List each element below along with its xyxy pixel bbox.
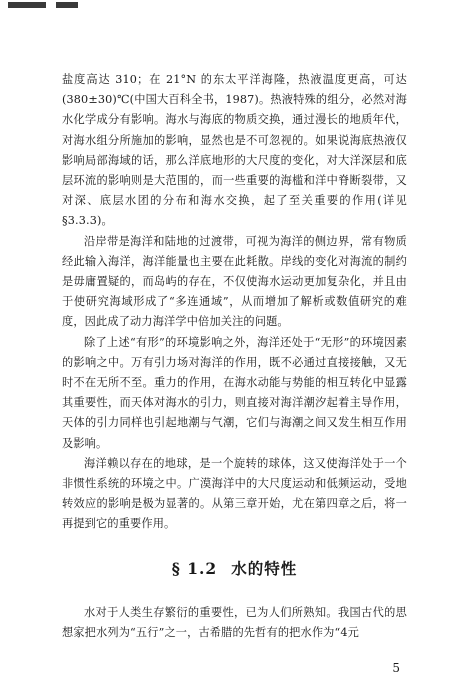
scan-artifact-left	[8, 2, 46, 8]
paragraph-1: 盐度高达 310；在 21°N 的东太平洋海隆，热液温度更高，可达(380±30)℃(中国大百科全书，1987)。热液特殊的组分，必然对海水化学成分有影响。海水与海底的物质交换，通过漫长的地质年代，对海水组分所施加的影响，显然也是不可忽视的。如果说海底热液仅影响局部海域的话，那么洋底地形的大尺度的变化，对大洋深层和底层环流的影响则是大范围的，而一些重要的海槛和洋中脊断裂带，又对深、底层水团的分布和海水交换，起了至关重要的作用(详见§3.3.3)。	[62, 73, 407, 228]
paragraph-5: 水对于人类生存繁衍的重要性，已为人们所熟知。我国古代的思想家把水列为“五行”之一，古希腊的先哲有的把水作为“4元	[62, 605, 407, 639]
page-body	[62, 70, 407, 643]
section-heading	[62, 535, 407, 603]
paragraph-3: 除了上述“有形”的环境影响之外，海洋还处于“无形”的环境因素的影响之中。万有引力场对海洋的作用，既不必通过直接接触，又无时不在无所不至。重力的作用，在海水动能与势能的相互转化中显露其重要性，而天体对海水的引力，则直接对海洋潮汐起着主导作用，天体的引力同样也引起地潮与气潮，它们与海潮之间又发生相互作用及影响。	[62, 335, 407, 450]
paragraph-4: 海洋赖以存在的地球，是一个旋转的球体，这又使海洋处于一个非惯性系统的环境之中。广漠海洋中的大尺度运动和低频运动，受地转效应的影响是极为显著的。从第三章开始，尤在第四章之后，将一再提到它的重要作用。	[62, 456, 407, 531]
section-title: 水的特性	[231, 558, 298, 578]
paragraph-2: 沿岸带是海洋和陆地的过渡带，可视为海洋的侧边界，常有物质经此输入海洋，海洋能量也主要在此耗散。岸线的变化对海流的制约是毋庸置疑的，而岛屿的存在，不仅使海水运动更加复杂化，并且由于使研究海域形成了“多连通域”，从而增加了解析或数值研究的难度，因此成了动力海洋学中倍加关注的问题。	[62, 234, 407, 329]
scan-top-marks	[0, 0, 460, 14]
page-number: 5	[392, 661, 400, 675]
section-number: § 1.2	[171, 558, 218, 578]
scan-artifact-mid	[56, 2, 78, 8]
